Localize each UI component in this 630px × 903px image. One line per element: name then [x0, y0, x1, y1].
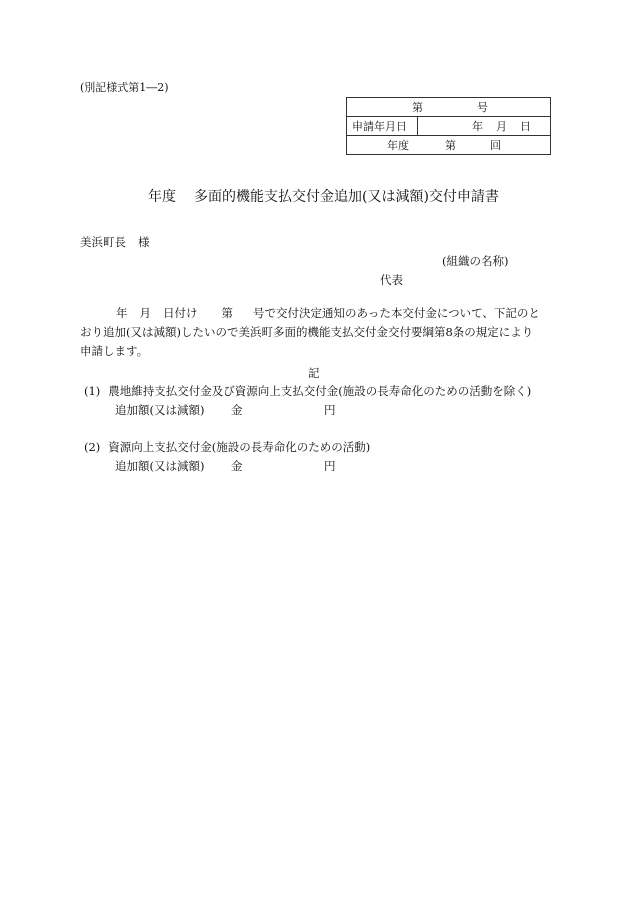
item-1-amount-label: 追加額(又は減額) — [115, 403, 205, 417]
round-suffix: 回 — [490, 139, 501, 152]
addressee — [80, 237, 150, 249]
body-year: 年 — [116, 306, 128, 320]
body-line-3: 申請します。 — [80, 344, 149, 358]
body-no: 第 — [221, 306, 233, 320]
item-2-amount-label: 追加額(又は減額) — [115, 459, 205, 473]
organization-name-label: (組織の名称) — [442, 254, 509, 268]
item-2-kin: 金 — [231, 459, 243, 473]
addressee-name: 美浜町長 — [80, 235, 126, 249]
ki-heading: 記 — [308, 366, 320, 380]
item-1-yen: 円 — [324, 403, 336, 417]
number-box-row-date — [347, 117, 551, 136]
body-line-1 — [80, 304, 555, 323]
date-label-cell — [347, 117, 418, 136]
item-2-title: 資源向上支払交付金(施設の長寿命化のための活動) — [108, 440, 371, 454]
number-box-row-number — [347, 98, 551, 117]
page-title — [148, 190, 499, 204]
round-year: 年度 — [387, 139, 409, 152]
item-1-heading — [84, 386, 531, 398]
round-label: 第 — [445, 139, 456, 152]
date-value-cell — [418, 117, 551, 136]
item-2-heading — [84, 442, 370, 454]
number-label: 第 — [412, 101, 423, 114]
date-label: 申請年月日 — [352, 120, 407, 133]
body-paragraph — [80, 304, 555, 361]
body-line-1-rest: 号で交付決定通知のあった本交付金について、下記のと — [253, 306, 540, 320]
item-1-title: 農地維持支払交付金及び資源向上支払交付金(施設の長寿命化のための活動を除く) — [108, 384, 532, 398]
number-suffix: 号 — [477, 101, 488, 114]
item-2-yen: 円 — [324, 459, 336, 473]
round-cell — [347, 136, 551, 155]
number-box-row-round — [347, 136, 551, 155]
body-line-2: おり追加(又は減額)したいので美浜町多面的機能支払交付金交付要綱第8条の規定により — [80, 325, 534, 339]
date-year: 年 — [472, 120, 483, 133]
date-month: 月 — [496, 120, 507, 133]
item-2-number: (2) — [84, 440, 101, 454]
representative-label: 代表 — [380, 273, 403, 287]
title-text: 多面的機能支払交付金追加(又は減額)交付申請書 — [194, 189, 499, 205]
form-label: (別記様式第1―2) — [80, 81, 169, 94]
body-day: 日付け — [163, 306, 198, 320]
addressee-honorific: 様 — [138, 235, 150, 249]
item-1-number: (1) — [84, 384, 101, 398]
title-year-prefix: 年度 — [148, 189, 176, 205]
item-1-kin: 金 — [231, 403, 243, 417]
number-cell — [347, 98, 551, 117]
date-day: 日 — [520, 120, 531, 133]
body-month: 月 — [139, 306, 151, 320]
number-box — [346, 97, 551, 155]
